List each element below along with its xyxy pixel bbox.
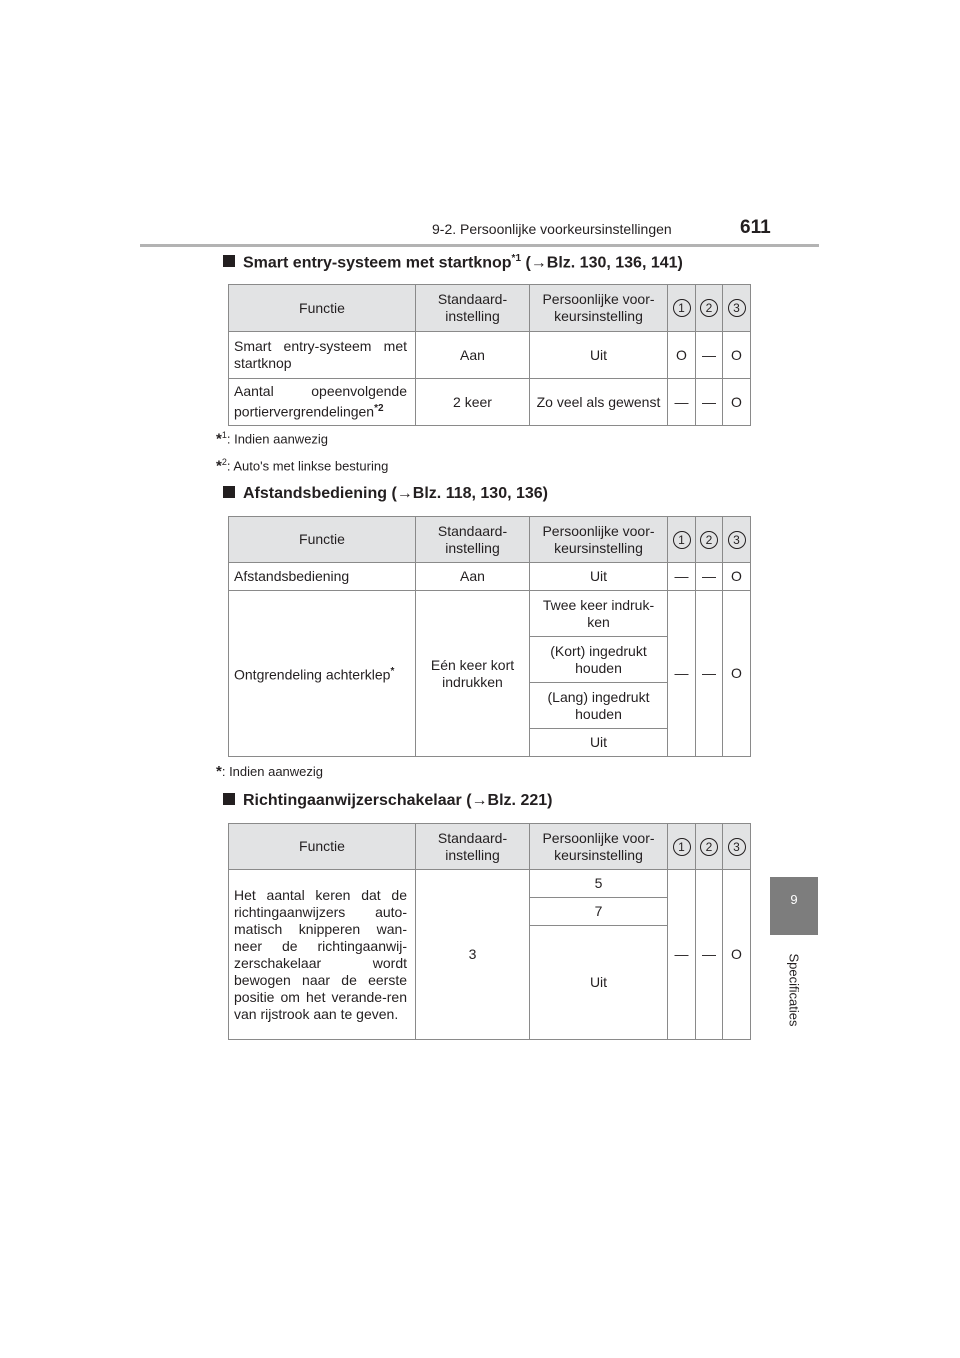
circled-3-icon: 3	[728, 531, 746, 549]
table-row	[229, 379, 751, 426]
col3-cell: O	[723, 870, 751, 1040]
footnote: *$^1$: Indien aanwezig	[216, 430, 329, 448]
circled-1-icon: 1	[673, 838, 691, 856]
personal-option-cell: 5	[530, 870, 668, 898]
col1-cell: —	[668, 591, 696, 757]
circled-3-icon: 3	[728, 299, 746, 317]
col-2	[696, 824, 723, 870]
table-header-row	[229, 285, 751, 332]
col2-cell: —	[696, 591, 723, 757]
col-1	[668, 824, 696, 870]
default-cell: 3	[416, 870, 530, 1040]
personal-cell: Uit	[530, 332, 668, 379]
page-number: 611	[740, 217, 771, 238]
section-heading-smart-entry: Smart entry-systeem met startknop$^{*1}$ (→Blz. 130, 136, 141)	[223, 253, 683, 272]
default-cell: Eén keer kort indrukken	[416, 591, 530, 757]
col-function: Functie	[229, 517, 416, 563]
circled-2-icon: 2	[700, 299, 718, 317]
col2-cell: —	[696, 332, 723, 379]
col3-cell: O	[723, 591, 751, 757]
table-row	[229, 591, 751, 637]
default-cell: Aan	[416, 332, 530, 379]
col-function: Functie	[229, 824, 416, 870]
table-row	[229, 870, 751, 898]
col-default: Standaard-instelling	[416, 285, 530, 332]
function-cell: Aantal opeenvolgende portiervergrendelingen$^{*2}$	[229, 379, 416, 426]
col2-cell: —	[696, 379, 723, 426]
function-cell: Het aantal keren dat de richtingaanwijzers auto-matisch knipperen wan-neer de richtingaanwij-zerschakelaar wordt bewogen naar de eerste positie om het verande-ren van rijstrook aan te geven.	[229, 870, 416, 1040]
section-title: 9-2. Persoonlijke voorkeursinstellingen	[432, 221, 672, 237]
col3-cell: O	[723, 379, 751, 426]
personal-option-cell: Uit	[530, 926, 668, 1040]
smart-entry-table	[228, 284, 751, 426]
col-3	[723, 517, 751, 563]
col-2	[696, 517, 723, 563]
function-cell: Afstandsbediening	[229, 563, 416, 591]
personal-cell: Uit	[530, 563, 668, 591]
personal-option-cell: (Kort) ingedrukt houden	[530, 637, 668, 683]
personal-cell: Zo veel als gewenst	[530, 379, 668, 426]
table-header-row	[229, 824, 751, 870]
remote-control-table	[228, 516, 751, 757]
section-heading-turn-signal: Richtingaanwijzerschakelaar (→Blz. 221)	[223, 792, 552, 810]
function-cell: Smart entry-systeem met startknop	[229, 332, 416, 379]
col-personal: Persoonlijke voor-keursinstelling	[530, 824, 668, 870]
circled-1-icon: 1	[673, 531, 691, 549]
col-personal: Persoonlijke voor-keursinstelling	[530, 285, 668, 332]
personal-option-cell: Twee keer indruk-ken	[530, 591, 668, 637]
table-row	[229, 563, 751, 591]
default-cell: 2 keer	[416, 379, 530, 426]
table-header-row	[229, 517, 751, 563]
personal-option-cell: (Lang) ingedrukt houden	[530, 683, 668, 729]
col-3	[723, 824, 751, 870]
col-function: Functie	[229, 285, 416, 332]
col1-cell: —	[668, 379, 696, 426]
footnote: *$^2$: Auto's met linkse besturing	[216, 457, 389, 475]
footnote: *: Indien aanwezig	[216, 763, 324, 780]
col-3	[723, 285, 751, 332]
square-bullet-icon	[223, 793, 235, 805]
col1-cell: —	[668, 563, 696, 591]
personal-option-cell: 7	[530, 898, 668, 926]
chapter-label	[770, 937, 818, 1042]
col3-cell: O	[723, 563, 751, 591]
col-default: Standaard-instelling	[416, 517, 530, 563]
col1-cell: —	[668, 870, 696, 1040]
table-row	[229, 332, 751, 379]
col2-cell: —	[696, 870, 723, 1040]
square-bullet-icon	[223, 486, 235, 498]
section-heading-remote: Afstandsbediening (→Blz. 118, 130, 136)	[223, 485, 548, 503]
header-divider	[140, 244, 819, 247]
col-personal: Persoonlijke voor-keursinstelling	[530, 517, 668, 563]
chapter-tab	[770, 877, 818, 935]
function-cell: Ontgrendeling achterklep*	[229, 591, 416, 757]
circled-2-icon: 2	[700, 838, 718, 856]
square-bullet-icon	[223, 255, 235, 267]
col-default: Standaard-instelling	[416, 824, 530, 870]
personal-option-cell: Uit	[530, 729, 668, 757]
default-cell: Aan	[416, 563, 530, 591]
circled-2-icon: 2	[700, 531, 718, 549]
chapter-label-text: Specificaties	[786, 953, 802, 1026]
col-1	[668, 517, 696, 563]
col1-cell: O	[668, 332, 696, 379]
col-1	[668, 285, 696, 332]
col3-cell: O	[723, 332, 751, 379]
circled-1-icon: 1	[673, 299, 691, 317]
col2-cell: —	[696, 563, 723, 591]
chapter-number: 9	[790, 892, 798, 907]
turn-signal-table	[228, 823, 751, 1040]
circled-3-icon: 3	[728, 838, 746, 856]
col-2	[696, 285, 723, 332]
